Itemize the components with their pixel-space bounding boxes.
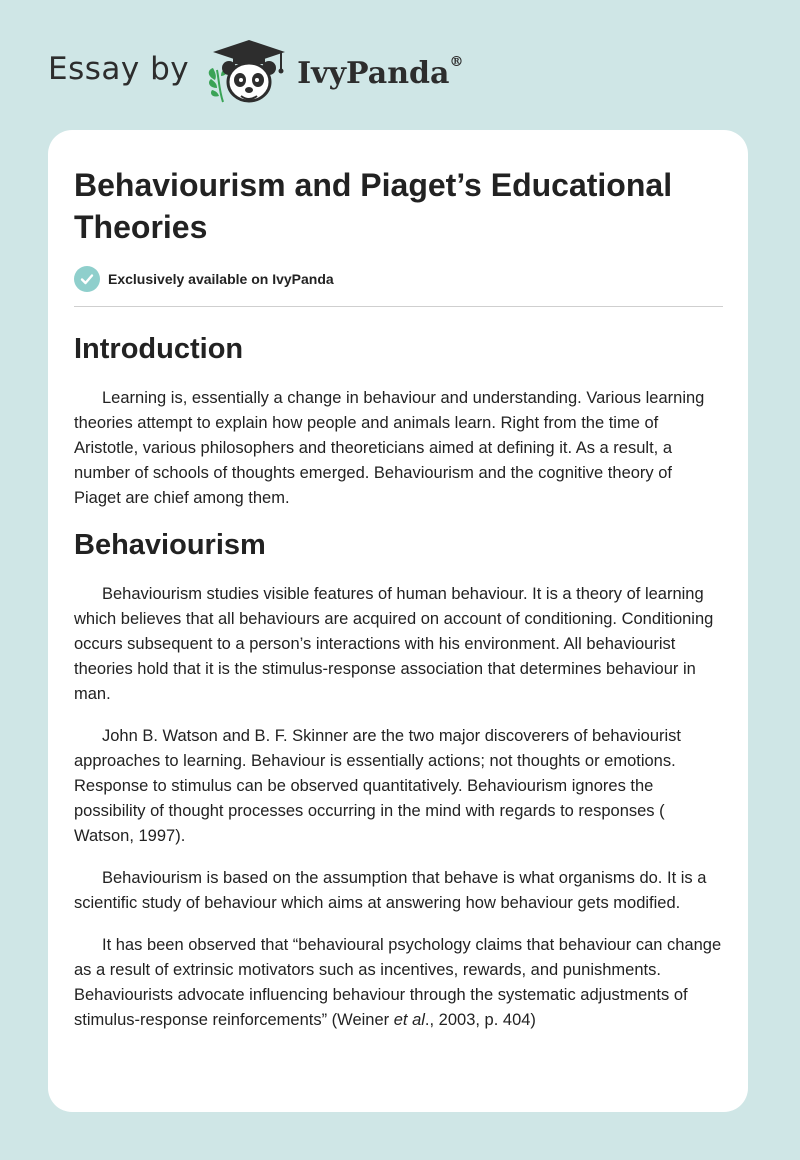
paragraph: John B. Watson and B. F. Skinner are the two major discoverers of behaviourist approaches to learning. Behaviour is essentially actions; not thoughts or emotions. Response to stimulus can be observed quantitatively. Behaviourism ignores the possibility of thought processes occurring in the mind with regards to responses ( Watson, 1997). <box>74 727 681 845</box>
exclusive-badge <box>74 266 723 292</box>
badge-text: Exclusively available on IvyPanda <box>108 271 334 287</box>
check-circle-icon <box>74 266 100 292</box>
italic-et-al: et al <box>393 1011 425 1029</box>
registered-mark: ® <box>449 53 464 70</box>
paragraph: Behaviourism is based on the assumption that behave is what organisms do. It is a scientific study of behaviour which aims at answering how behaviour gets modified. <box>74 869 707 912</box>
brand-header <box>48 36 463 108</box>
section-heading-introduction: Introduction <box>74 333 244 365</box>
essay-card <box>48 130 748 1112</box>
section-heading-behaviourism: Behaviourism <box>74 529 266 561</box>
brand-name: IvyPanda® <box>297 53 464 91</box>
divider <box>74 306 723 307</box>
brand-prefix: Essay by <box>48 51 190 87</box>
quote-paragraph: It has been observed that “behavioural psychology claims that behaviour can change as a result of extrinsic motivators such as incentives, rewards, and punishments. Behaviourists advocate influencing behaviour through the systematic adjustments of stimulus-response reinforcements” (Weiner et al., 2003, p. 404) <box>74 936 722 1029</box>
paragraph: Behaviourism studies visible features of human behaviour. It is a theory of learning which believes that all behaviours are acquired on account of conditioning. Conditioning occurs subsequent to a person’s interactions with his environment. All behaviourist theories hold that it is the stimulus-response association that determines behaviour in man. <box>74 585 714 703</box>
essay-content <box>74 164 723 1033</box>
paragraph: Learning is, essentially a change in behaviour and understanding. Various learning theories attempt to explain how people and animals learn. Right from the time of Aristotle, various philosophers and theoreticians aimed at defining it. As a result, a number of schools of thoughts emerged. Behaviourism and the cognitive theory of Piaget are chief among them. <box>74 389 705 507</box>
panda-graduation-cap-icon <box>203 36 295 108</box>
essay-title: Behaviourism and Piaget’s Educational Theories <box>74 167 673 245</box>
